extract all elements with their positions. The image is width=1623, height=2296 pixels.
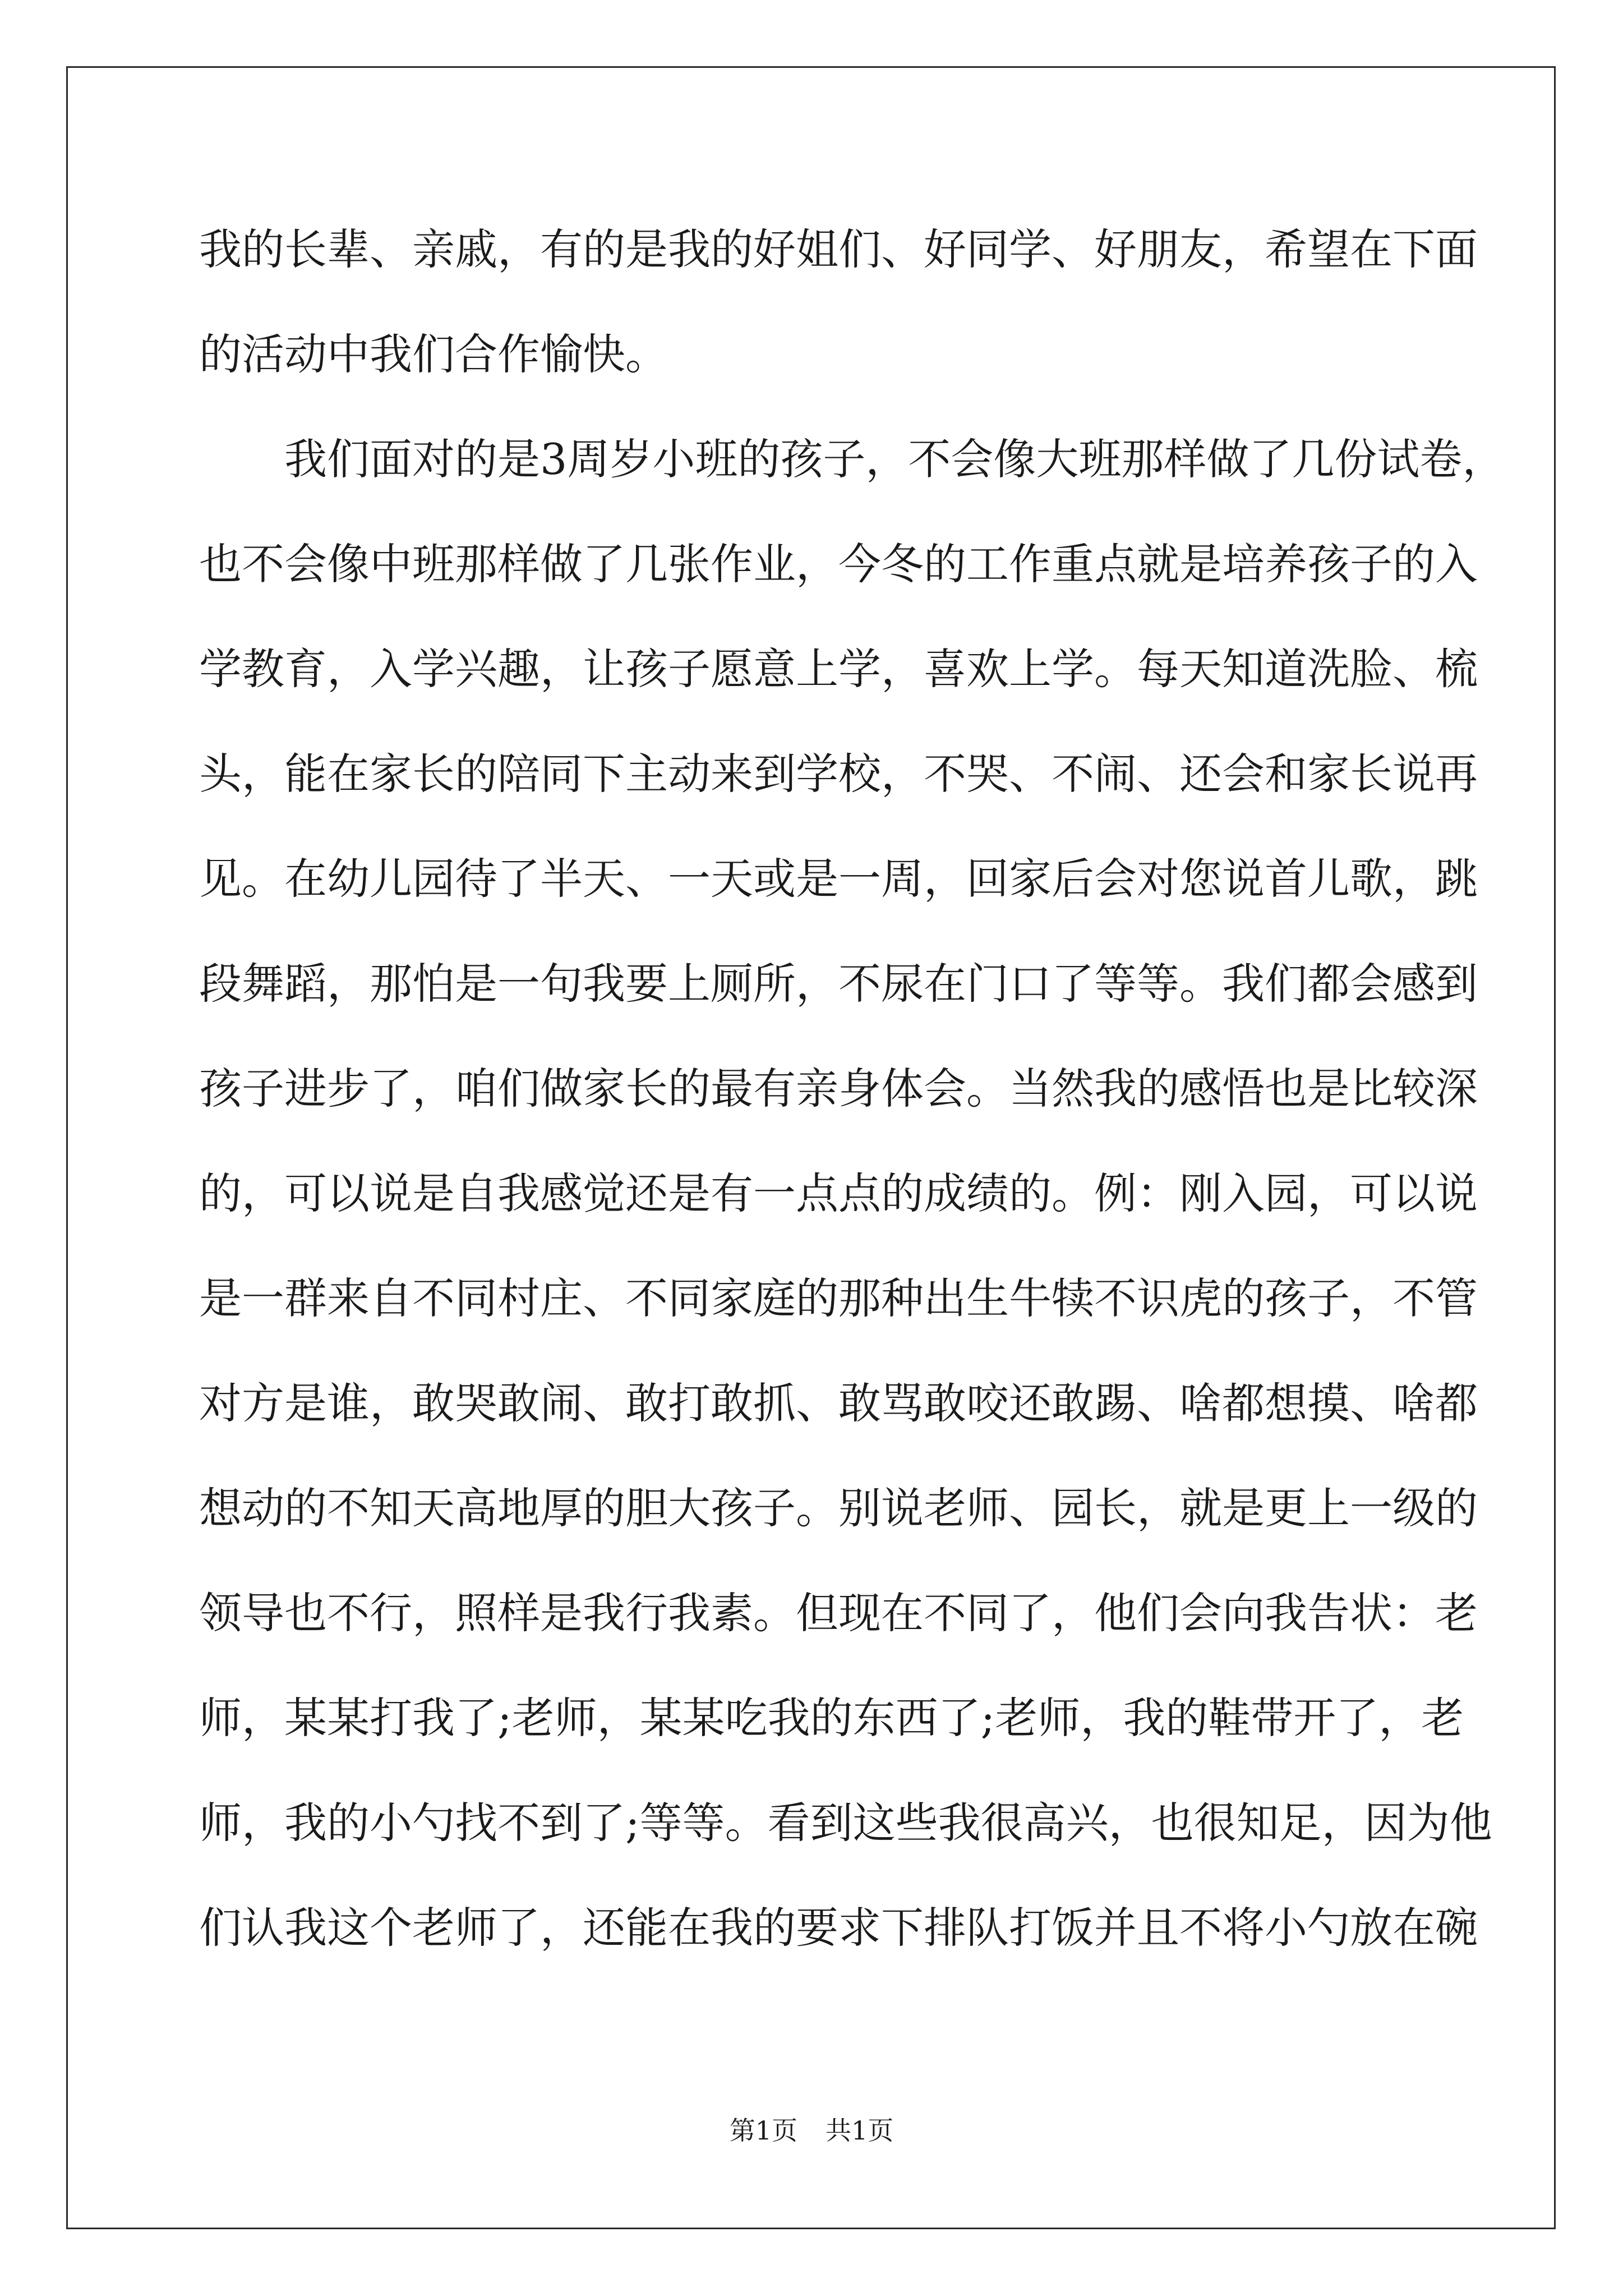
text-line: 们认我这个老师了，还能在我的要求下排队打饭并且不将小勺放在碗 — [199, 1903, 1478, 1953]
text-line: 师，我的小勺找不到了;等等。看到这些我很高兴，也很知足，因为他 — [199, 1798, 1492, 1848]
text-line: 也不会像中班那样做了几张作业，今冬的工作重点就是培养孩子的入 — [199, 539, 1478, 589]
text-line: 想动的不知天高地厚的胆大孩子。别说老师、园长，就是更上一级的 — [199, 1483, 1478, 1533]
page-number-label: 第1页 — [729, 2115, 797, 2146]
paragraph-first-line: 我们面对的是3周岁小班的孩子，不会像大班那样做了几份试卷， — [284, 434, 1505, 484]
total-pages-label: 共1页 — [826, 2115, 894, 2146]
text-line: 头，能在家长的陪同下主动来到学校，不哭、不闹、还会和家长说再 — [199, 749, 1478, 799]
text-line: 孩子进步了，咱们做家长的最有亲身体会。当然我的感悟也是比较深 — [199, 1064, 1478, 1114]
page-footer — [0, 2114, 1623, 2147]
text-line: 见。在幼儿园待了半天、一天或是一周，回家后会对您说首儿歌，跳 — [199, 854, 1478, 904]
text-line: 段舞蹈，那怕是一句我要上厕所，不尿在门口了等等。我们都会感到 — [199, 959, 1478, 1009]
text-line: 学教育，入学兴趣，让孩子愿意上学，喜欢上学。每天知道洗脸、梳 — [199, 644, 1478, 694]
text-line: 是一群来自不同村庄、不同家庭的那种出生牛犊不识虎的孩子，不管 — [199, 1273, 1478, 1323]
text-line: 对方是谁，敢哭敢闹、敢打敢抓、敢骂敢咬还敢踢、啥都想摸、啥都 — [199, 1378, 1478, 1428]
text-line: 的活动中我们合作愉快。 — [199, 329, 668, 379]
text-line: 领导也不行，照样是我行我素。但现在不同了，他们会向我告状：老 — [199, 1588, 1478, 1638]
text-line: 的，可以说是自我感觉还是有一点点的成绩的。例：刚入园，可以说 — [199, 1168, 1478, 1218]
text-line: 我的长辈、亲戚，有的是我的好姐们、好同学、好朋友，希望在下面 — [199, 224, 1478, 274]
text-line: 师，某某打我了;老师，某某吃我的东西了;老师，我的鞋带开了，老 — [199, 1693, 1464, 1743]
document-body — [199, 219, 1505, 2002]
